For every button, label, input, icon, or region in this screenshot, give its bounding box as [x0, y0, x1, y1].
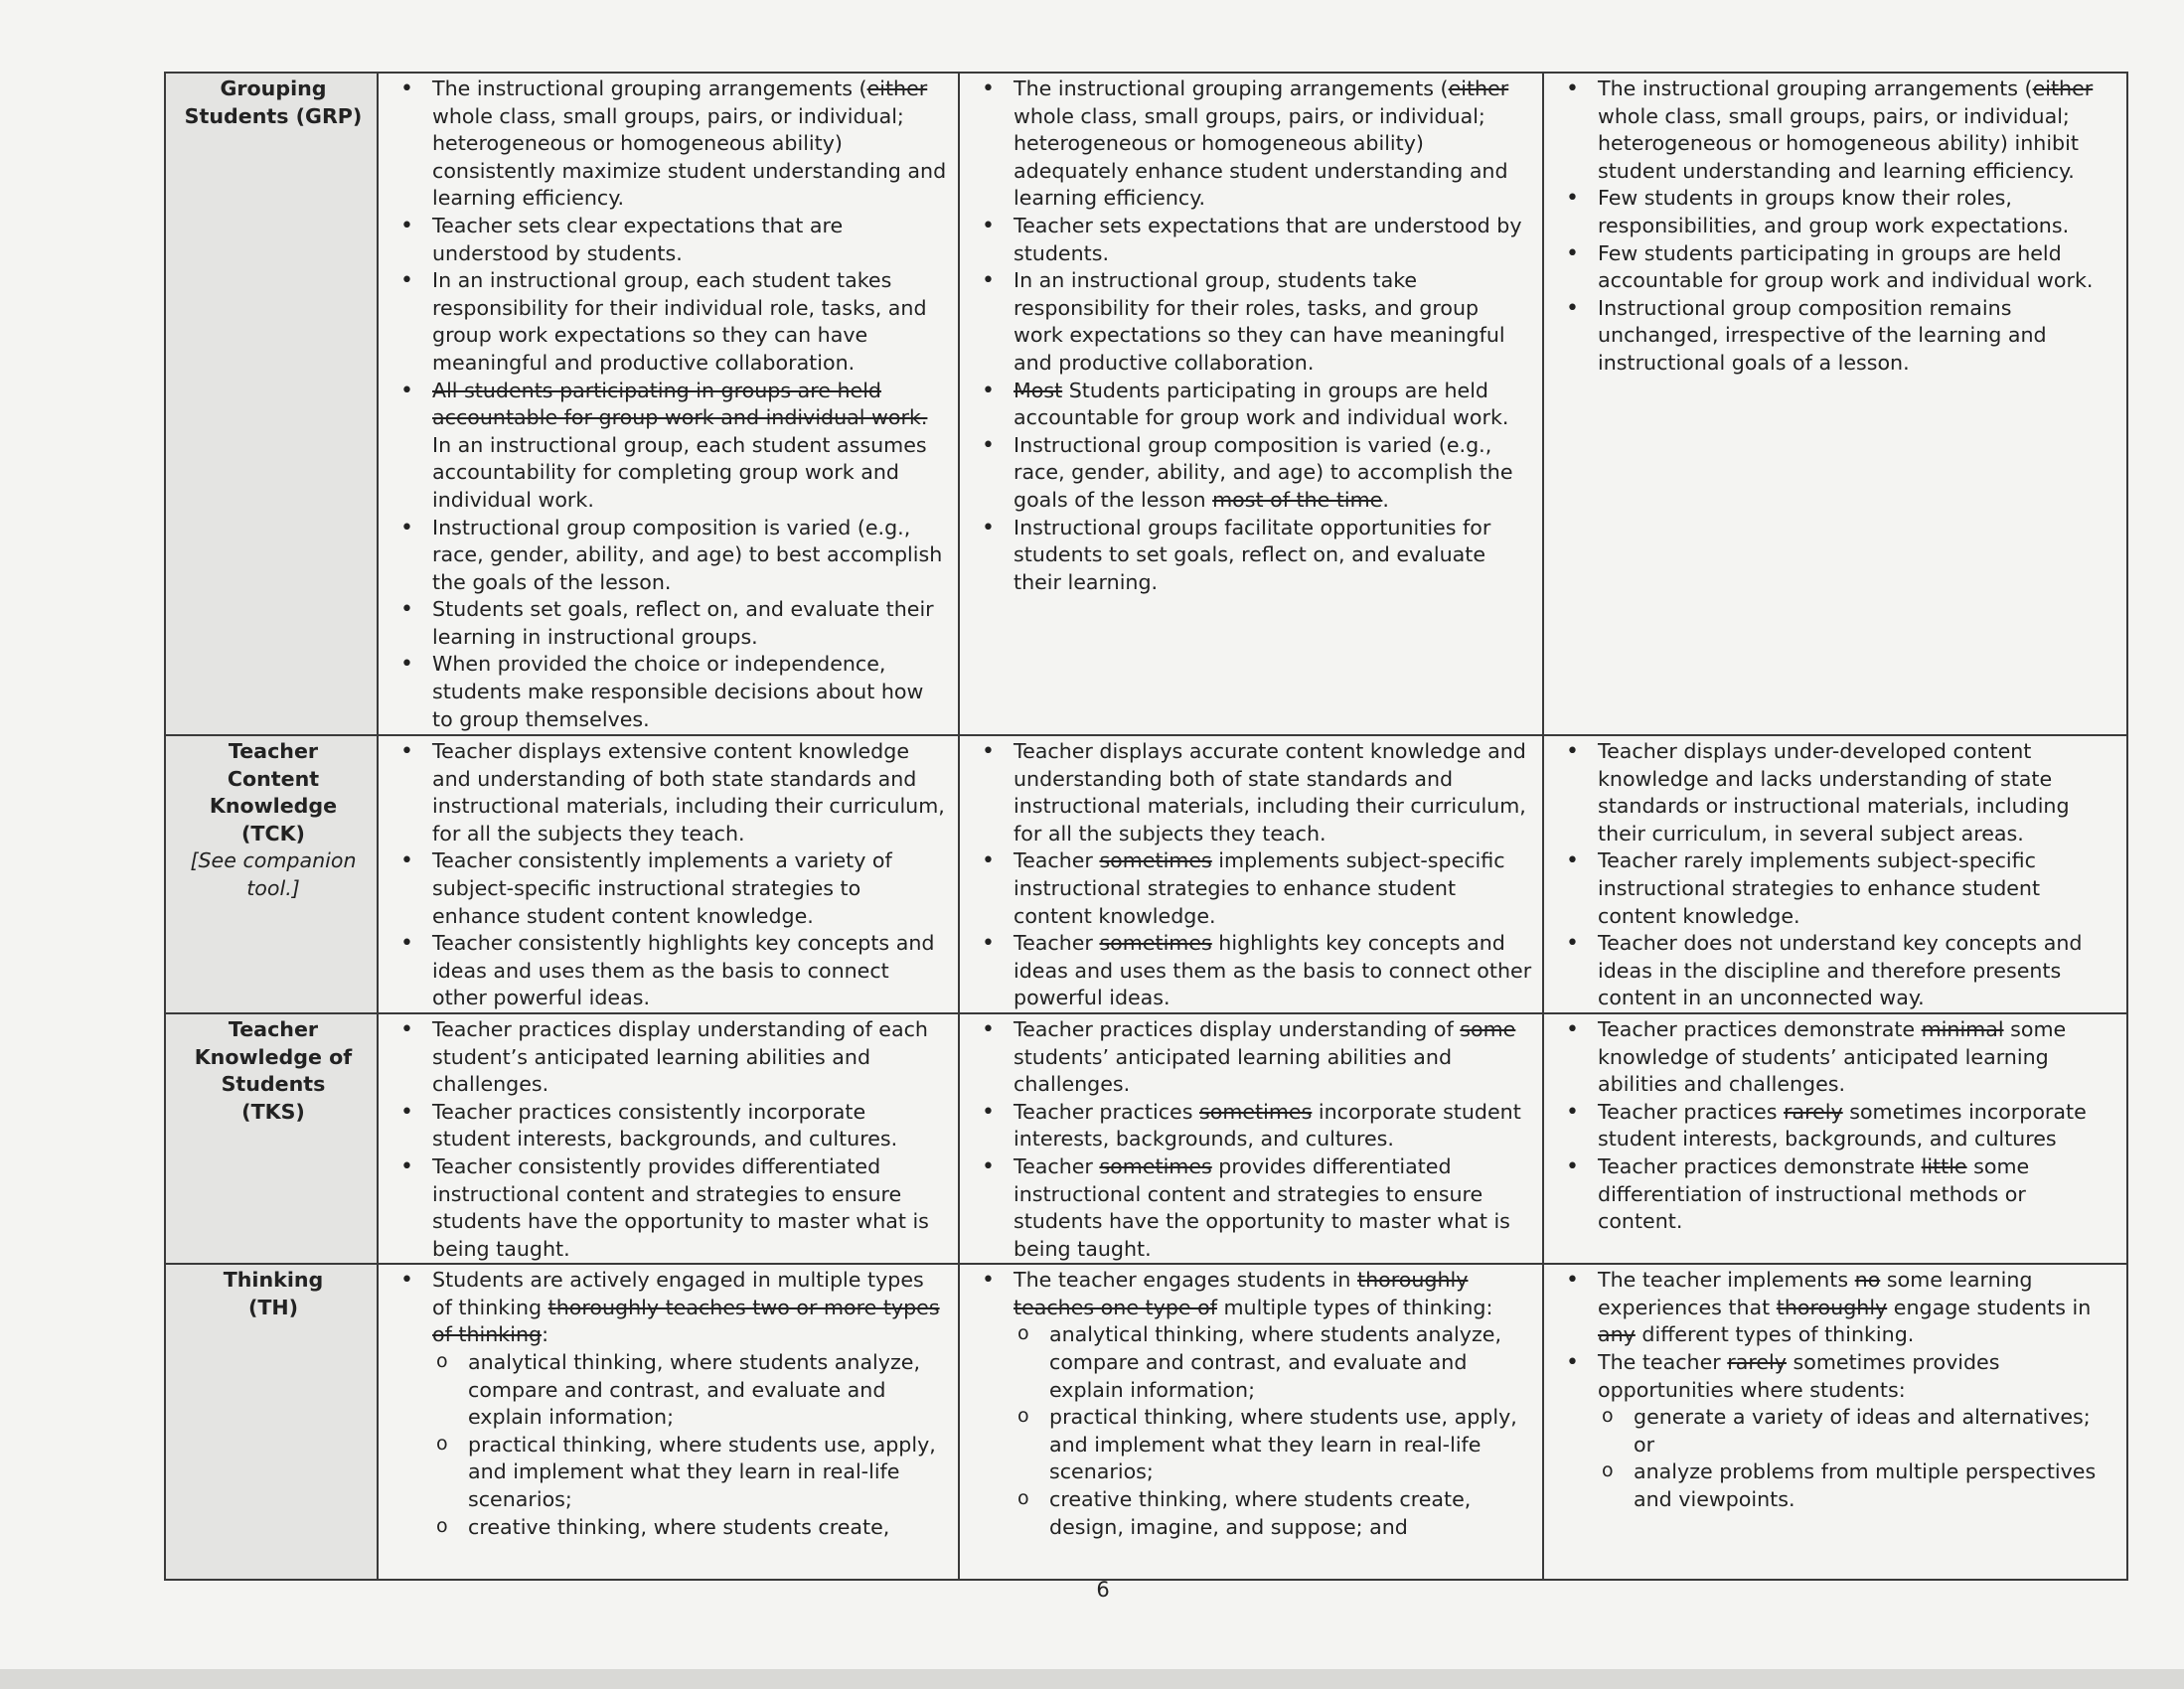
bullet-item: [392, 847, 948, 930]
text-run: Instructional group composition is varied (e.g., race, gender, ability, and age) to best accomplish the goals of the lesson.: [432, 515, 943, 594]
row-label-line: Students: [221, 1072, 326, 1097]
bullet-item: [392, 930, 948, 1012]
bullet-item: [1558, 1153, 2116, 1236]
bullet-item: [974, 847, 1532, 930]
sub-list: [432, 1349, 948, 1541]
text-run: different types of thinking.: [1635, 1322, 1915, 1347]
row-label-line: Teacher: [228, 739, 319, 763]
text-run: Teacher does not understand key concepts and ideas in the discipline and therefore presents content in an unconnected way.: [1598, 931, 2083, 1010]
text-run: The instructional grouping arrangements (: [432, 77, 867, 100]
bullet-item: [974, 1153, 1532, 1263]
text-run: Instructional group composition remains unchanged, irrespective of the learning and instructional goals of a lesson.: [1598, 295, 2047, 375]
text-run: In an instructional group, each student takes responsibility for their individual role, tasks, and group work expectations so they can have meaningful and productive collaboration.: [432, 268, 927, 375]
sub-item: o practical thinking, where students use, apply, and implement what they learn in real-life scenarios;: [1014, 1404, 1532, 1486]
bullet-item: [392, 1016, 948, 1099]
bullet-item: [974, 1016, 1532, 1099]
rubric-body: [165, 73, 2127, 1580]
row-label-line: (TH): [247, 1295, 299, 1319]
row-label-note: [See companion tool.]: [190, 848, 357, 900]
bullet-list: [392, 738, 948, 1012]
bullet-item: [974, 267, 1532, 377]
bullet-item: [974, 738, 1532, 847]
text-run: Instructional group composition is varied (e.g., race, gender, ability, and age) to accomplish the goals of the lesson: [1014, 432, 1513, 512]
text-run: some knowledge of students’ anticipated learning abilities and challenges.: [1598, 1016, 2067, 1097]
sub-list: [1598, 1404, 2116, 1513]
bullet-item: [1558, 185, 2116, 239]
bullet-item: [392, 378, 948, 515]
text-run: Teacher: [1014, 1153, 1100, 1178]
bullet-item: [974, 213, 1532, 267]
bullet-item: [974, 1267, 1532, 1541]
text-run: Teacher practices display understanding of: [1014, 1016, 1461, 1041]
struck-text: All students participating in groups are held accountable for group work and individual work.: [432, 378, 928, 430]
bullet-item: [1558, 847, 2116, 930]
sub-item: o generate a variety of ideas and alternatives; or: [1598, 1404, 2116, 1459]
struck-text: thoroughly teaches two or more types of thinking: [432, 1295, 940, 1347]
rubric-row: [165, 73, 2127, 735]
sub-item: o creative thinking, where students create, design, imagine, and suppose; and: [1014, 1486, 1532, 1541]
text-run: some differentiation of instructional methods or content.: [1598, 1153, 2030, 1234]
bullet-item: [974, 515, 1532, 597]
text-run: The teacher implements: [1598, 1268, 1855, 1293]
rubric-row: [165, 1264, 2127, 1580]
text-run: Instructional groups facilitate opportunities for students to set goals, reflect on, and evaluate their learning.: [1014, 515, 1491, 594]
text-run: When provided the choice or independence, students make responsible decisions about how to group themselves.: [432, 652, 924, 731]
text-run: Few students participating in groups are held accountable for group work and individual work.: [1598, 240, 2094, 293]
text-run: sometimes incorporate student interests, backgrounds, and cultures: [1598, 1099, 2087, 1152]
bullet-item: [392, 596, 948, 651]
text-run: Teacher practices display understanding of each student’s anticipated learning abilities and challenges.: [432, 1016, 928, 1097]
text-run: highlights key concepts and ideas and uses them as the basis to connect other powerful ideas.: [1014, 931, 1532, 1010]
text-run: The instructional grouping arrangements (: [1598, 77, 2033, 100]
row-label: [165, 1264, 378, 1580]
bullet-item: [1558, 1099, 2116, 1153]
text-run: Teacher consistently provides differentiated instructional content and strategies to ensure students have the opportunity to master what is being taught.: [432, 1153, 929, 1261]
row-label-line: Thinking: [223, 1268, 324, 1293]
bullet-item: [392, 738, 948, 847]
row-label-line: Teacher: [228, 1016, 319, 1041]
rubric-cell: [378, 73, 959, 735]
bullet-list: [974, 1267, 1532, 1541]
bullet-item: [392, 213, 948, 267]
bullet-item: [1558, 738, 2116, 847]
struck-text: thoroughly: [1776, 1295, 1888, 1319]
text-run: Teacher practices consistently incorporate student interests, backgrounds, and cultures.: [432, 1099, 898, 1152]
text-run: Teacher rarely implements subject-specific instructional strategies to enhance student content knowledge.: [1598, 848, 2041, 928]
text-run: whole class, small groups, pairs, or individual; heterogeneous or homogeneous ability) adequately enhance student understanding and learning efficiency.: [1014, 103, 1508, 211]
struck-text: most of the time: [1212, 487, 1383, 512]
row-label-line: Content: [227, 766, 320, 791]
text-run: students’ anticipated learning abilities and challenges.: [1014, 1044, 1453, 1097]
struck-text: either: [2032, 77, 2094, 100]
text-run: sometimes provides opportunities where students:: [1598, 1350, 2000, 1402]
bullet-list: [974, 738, 1532, 1012]
text-run: Teacher practices demonstrate: [1598, 1016, 1922, 1041]
struck-text: minimal: [1921, 1016, 2004, 1041]
row-label-line: Knowledge: [209, 794, 338, 819]
bullet-item: [392, 651, 948, 733]
bullet-list: [392, 1016, 948, 1263]
text-run: The teacher: [1598, 1350, 1728, 1375]
struck-text: some: [1460, 1016, 1516, 1041]
struck-text: thoroughly teaches one type of: [1014, 1268, 1469, 1319]
rubric-row: [165, 735, 2127, 1013]
bullet-list: [1558, 76, 2116, 378]
bullet-item: [392, 1099, 948, 1153]
struck-text: sometimes: [1099, 931, 1212, 956]
sub-item: o creative thinking, where students create,: [432, 1514, 948, 1542]
bullet-list: [1558, 738, 2116, 1012]
rubric-cell: [959, 73, 1543, 735]
struck-text: Most: [1014, 378, 1063, 402]
bullet-item: [974, 1099, 1532, 1153]
text-run: The instructional grouping arrangements (: [1014, 77, 1449, 100]
bullet-item: [974, 432, 1532, 515]
bullet-item: [1558, 76, 2116, 185]
bullet-list: [392, 76, 948, 733]
text-run: In an instructional group, each student assumes accountability for completing group work and individual work.: [432, 432, 927, 512]
rubric-cell: [1543, 1013, 2127, 1264]
bullet-item: [1558, 1267, 2116, 1349]
text-run: .: [1382, 487, 1389, 512]
rubric-cell: [1543, 1264, 2127, 1580]
bullet-item: [974, 76, 1532, 213]
text-run: implements subject-specific instructional strategies to enhance student content knowledge.: [1014, 848, 1505, 928]
text-run: Teacher: [1014, 931, 1100, 956]
struck-text: rarely: [1783, 1099, 1843, 1124]
text-run: Teacher displays under-developed content knowledge and lacks understanding of state standards or instructional materials, including their curriculum, in several subject areas.: [1598, 739, 2070, 845]
text-run: :: [542, 1322, 549, 1347]
rubric-cell: [378, 1264, 959, 1580]
text-run: Teacher practices: [1014, 1099, 1199, 1124]
row-label: [165, 1013, 378, 1264]
text-run: Teacher displays accurate content knowledge and understanding both of state standards and instructional materials, including their curriculum, for all the subjects they teach.: [1014, 739, 1526, 845]
row-label-line: (TKS): [241, 1099, 305, 1124]
page-number: 6: [1096, 1578, 1110, 1602]
text-run: some learning experiences that: [1598, 1268, 2033, 1319]
rubric-cell: [959, 1013, 1543, 1264]
bullet-item: [392, 76, 948, 213]
row-label: [165, 735, 378, 1013]
sub-item: o analytical thinking, where students analyze, compare and contrast, and evaluate and explain information;: [1014, 1321, 1532, 1404]
row-label-line: (TCK): [241, 821, 305, 845]
bullet-item: [1558, 1349, 2116, 1514]
text-run: whole class, small groups, pairs, or individual; heterogeneous or homogeneous ability) inhibit student understanding and learning efficiency.: [1598, 103, 2079, 183]
bullet-item: [1558, 1016, 2116, 1099]
struck-text: little: [1921, 1153, 1967, 1178]
text-run: Students participating in groups are held accountable for group work and individual work.: [1014, 378, 1509, 430]
rubric-cell: [378, 1013, 959, 1264]
text-run: whole class, small groups, pairs, or individual; heterogeneous or homogeneous ability) consistently maximize student understanding and learning efficiency.: [432, 103, 947, 211]
row-label: [165, 73, 378, 735]
text-run: incorporate student interests, backgrounds, and cultures.: [1014, 1099, 1521, 1152]
row-label-line: Grouping: [220, 77, 327, 100]
rubric-cell: [378, 735, 959, 1013]
struck-text: no: [1854, 1268, 1881, 1293]
bullet-item: [1558, 295, 2116, 378]
text-run: engage students in: [1887, 1295, 2092, 1319]
text-run: provides differentiated instructional content and strategies to ensure students have the opportunity to master what is being taught.: [1014, 1153, 1510, 1261]
text-run: In an instructional group, students take responsibility for their roles, tasks, and group work expectations so they can have meaningful and productive collaboration.: [1014, 268, 1505, 375]
text-run: Teacher practices: [1598, 1099, 1784, 1124]
row-label-line: Knowledge of: [194, 1044, 353, 1069]
text-run: multiple types of thinking:: [1216, 1295, 1493, 1319]
bullet-list: [392, 1267, 948, 1541]
struck-text: sometimes: [1198, 1099, 1313, 1124]
bullet-list: [1558, 1016, 2116, 1236]
text-run: Few students in groups know their roles, responsibilities, and group work expectations.: [1598, 186, 2070, 237]
text-run: Teacher displays extensive content knowledge and understanding of both state standards and instructional materials, including their curriculum, for all the subjects they teach.: [432, 739, 945, 845]
row-label-line: Students (GRP): [184, 103, 363, 128]
bullet-list: [1558, 1267, 2116, 1513]
struck-text: either: [866, 77, 928, 100]
bullet-item: [392, 267, 948, 377]
bullet-list: [974, 76, 1532, 596]
bullet-item: [974, 930, 1532, 1012]
rubric-cell: [1543, 73, 2127, 735]
text-run: Teacher sets clear expectations that are understood by students.: [432, 213, 844, 265]
text-run: Teacher consistently implements a variety of subject-specific instructional strategies to enhance student content knowledge.: [432, 848, 892, 928]
bullet-item: [1558, 240, 2116, 295]
text-run: Teacher: [1014, 848, 1100, 873]
struck-text: sometimes: [1099, 848, 1212, 873]
sub-item: o analytical thinking, where students analyze, compare and contrast, and evaluate and explain information;: [432, 1349, 948, 1432]
struck-text: any: [1598, 1322, 1636, 1347]
scan-edge: [0, 1669, 2184, 1689]
struck-text: either: [1448, 77, 1509, 100]
text-run: Teacher consistently highlights key concepts and ideas and uses them as the basis to connect other powerful ideas.: [432, 931, 935, 1010]
bullet-item: [974, 378, 1532, 432]
text-run: Students are actively engaged in multiple types of thinking: [432, 1268, 924, 1319]
bullet-item: [392, 515, 948, 597]
text-run: Teacher sets expectations that are understood by students.: [1014, 213, 1522, 265]
rubric-cell: [959, 1264, 1543, 1580]
struck-text: sometimes: [1099, 1153, 1212, 1178]
rubric-table: [164, 72, 2128, 1581]
bullet-list: [974, 1016, 1532, 1263]
sub-item: o analyze problems from multiple perspectives and viewpoints.: [1598, 1459, 2116, 1513]
rubric-row: [165, 1013, 2127, 1264]
rubric-cell: [1543, 735, 2127, 1013]
bullet-item: [392, 1153, 948, 1263]
text-run: Students set goals, reflect on, and evaluate their learning in instructional groups.: [432, 597, 934, 649]
rubric-cell: [959, 735, 1543, 1013]
sub-item: o practical thinking, where students use, apply, and implement what they learn in real-life scenarios;: [432, 1432, 948, 1514]
text-run: Teacher practices demonstrate: [1598, 1153, 1922, 1178]
sub-list: [1014, 1321, 1532, 1541]
text-run: The teacher engages students in: [1014, 1268, 1358, 1293]
bullet-item: [392, 1267, 948, 1541]
struck-text: rarely: [1727, 1350, 1787, 1375]
bullet-item: [1558, 930, 2116, 1012]
